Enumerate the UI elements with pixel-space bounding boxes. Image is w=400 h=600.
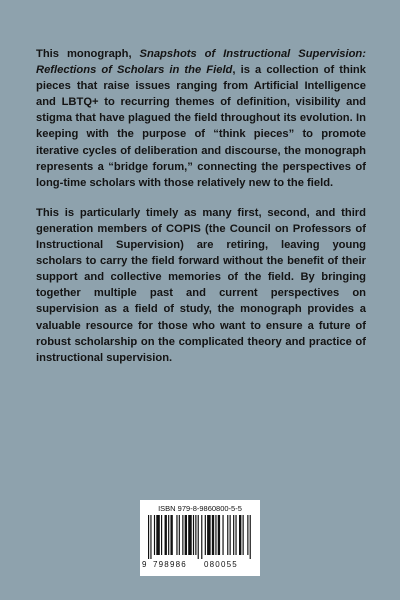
blurb-paragraph-2: This is particularly timely as many first, second, and third generation members of COPIS (the Council on Professors of Instructional Supervision) are retiring, leaving young scholars to carry the field forward without the benefit of their support and collective memories of the field. By bringing together multiple past and current perspectives on supervision as a field of study, the monograph provides a valuable resource for those who want to ensure a future of robust scholarship on the complicated theory and practice of instructional supervision. (36, 206, 366, 364)
book-title: Snapshots of Instructional Supervision: Reflections of Scholars in the Field (36, 48, 366, 77)
barcode-digits-left: 798986 (153, 560, 187, 569)
isbn-barcode (140, 500, 260, 576)
barcode-digit-first: 9 (142, 560, 147, 569)
barcode-digits-right: 080055 (204, 560, 238, 569)
isbn-label: ISBN 979-8-9860800-5-5 (158, 504, 242, 513)
blurb-paragraph-1 (36, 46, 366, 191)
barcode-bars (148, 515, 252, 559)
blurb-intro: This monograph, (36, 48, 140, 60)
blurb-paragraph-1-rest: , is a collection of think pieces that raise issues ranging from Artificial Intelligence and LBTQ+ to recurring themes of definition, visibility and stigma that have plagued the field throughout its evolution. In keeping with the purpose of “think pieces” to promote iterative cycles of deliberation and discourse, the monograph represents a “bridge forum,” connecting the perspectives of long-time scholars with those relatively new to the field. (36, 64, 366, 189)
cover-blurb (36, 46, 366, 366)
